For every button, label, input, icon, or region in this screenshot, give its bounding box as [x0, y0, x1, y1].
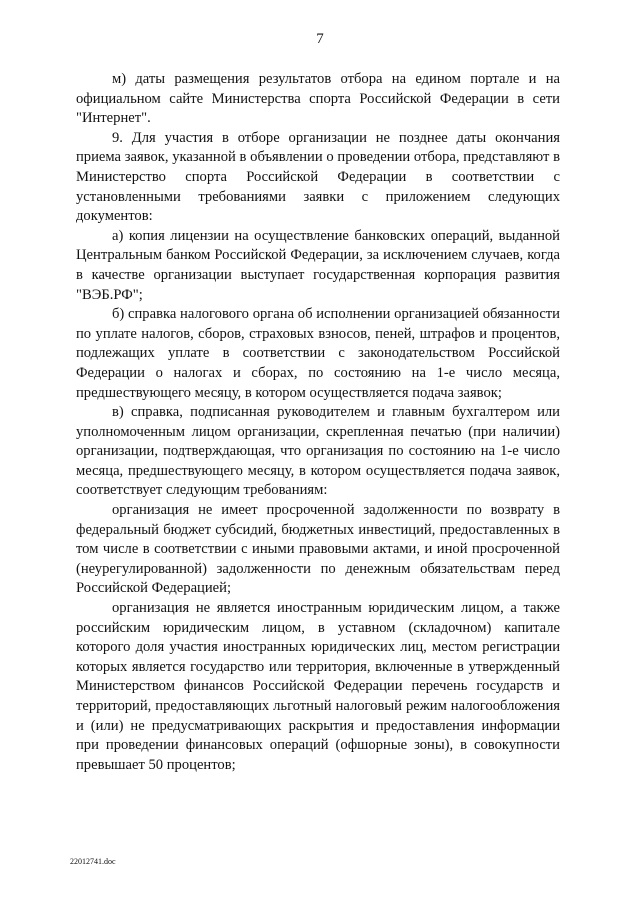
- paragraph-requirement-debt: организация не имеет просроченной задолженности по возврату в федеральный бюджет субсидий, бюджетных инвестиций, предоставленных в том числе в соответствии с иными правовыми актами, и иной просроченной (неурегулированной) задолженности по денежным обязательствам перед Российской Федерацией;: [76, 502, 560, 597]
- document-body: [76, 70, 560, 775]
- paragraph-clause-9: 9. Для участия в отборе организации не позднее даты окончания приема заявок, указанной в объявлении о проведении отбора, представляют в Министерство спорта Российской Федерации в соответствии с установленными требованиями заявки с приложением следующих документов:: [76, 129, 560, 225]
- paragraph-item-v: в) справка, подписанная руководителем и главным бухгалтером или уполномоченным лицом организации, скрепленная печатью (при наличии) организации, подтверждающая, что организация по состоянию на 1-е число месяца, предшествующего месяцу, в котором осуществляется подача заявок, соответствует следующим требованиям:: [76, 404, 560, 499]
- footer-filename: 22012741.doc: [70, 857, 116, 866]
- paragraph-item-a: а) копия лицензии на осуществление банковских операций, выданной Центральным банком Российской Федерации, за исключением случаев, когда в качестве организации выступает государственная корпорация развития "ВЭБ.РФ";: [76, 227, 560, 303]
- page-number: 7: [316, 31, 324, 47]
- paragraph-item-m: м) даты размещения результатов отбора на едином портале и на официальном сайте Министерства спорта Российской Федерации в сети "Интернет".: [76, 71, 560, 127]
- paragraph-item-b: б) справка налогового органа об исполнении организацией обязанности по уплате налогов, сборов, страховых взносов, пеней, штрафов и процентов, подлежащих уплате в соответствии с законодательством Российской Федерации о налогах и сборах, по состоянию на 1-е число месяца, предшествующего месяцу, в котором осуществляется подача заявок;: [76, 306, 560, 401]
- paragraph-requirement-foreign: организация не является иностранным юридическим лицом, а также российским юридическим лицом, в уставном (складочном) капитале которого доля участия иностранных юридических лиц, местом регистрации которых является государство или территория, включенные в утвержденный Министерством финансов Российской Федерации перечень государств и территорий, предоставляющих льготный налоговый режим налогообложения и (или) не предусматривающих раскрытия и предоставления информации при проведении финансовых операций (офшорные зоны), в совокупности превышает 50 процентов;: [76, 600, 560, 773]
